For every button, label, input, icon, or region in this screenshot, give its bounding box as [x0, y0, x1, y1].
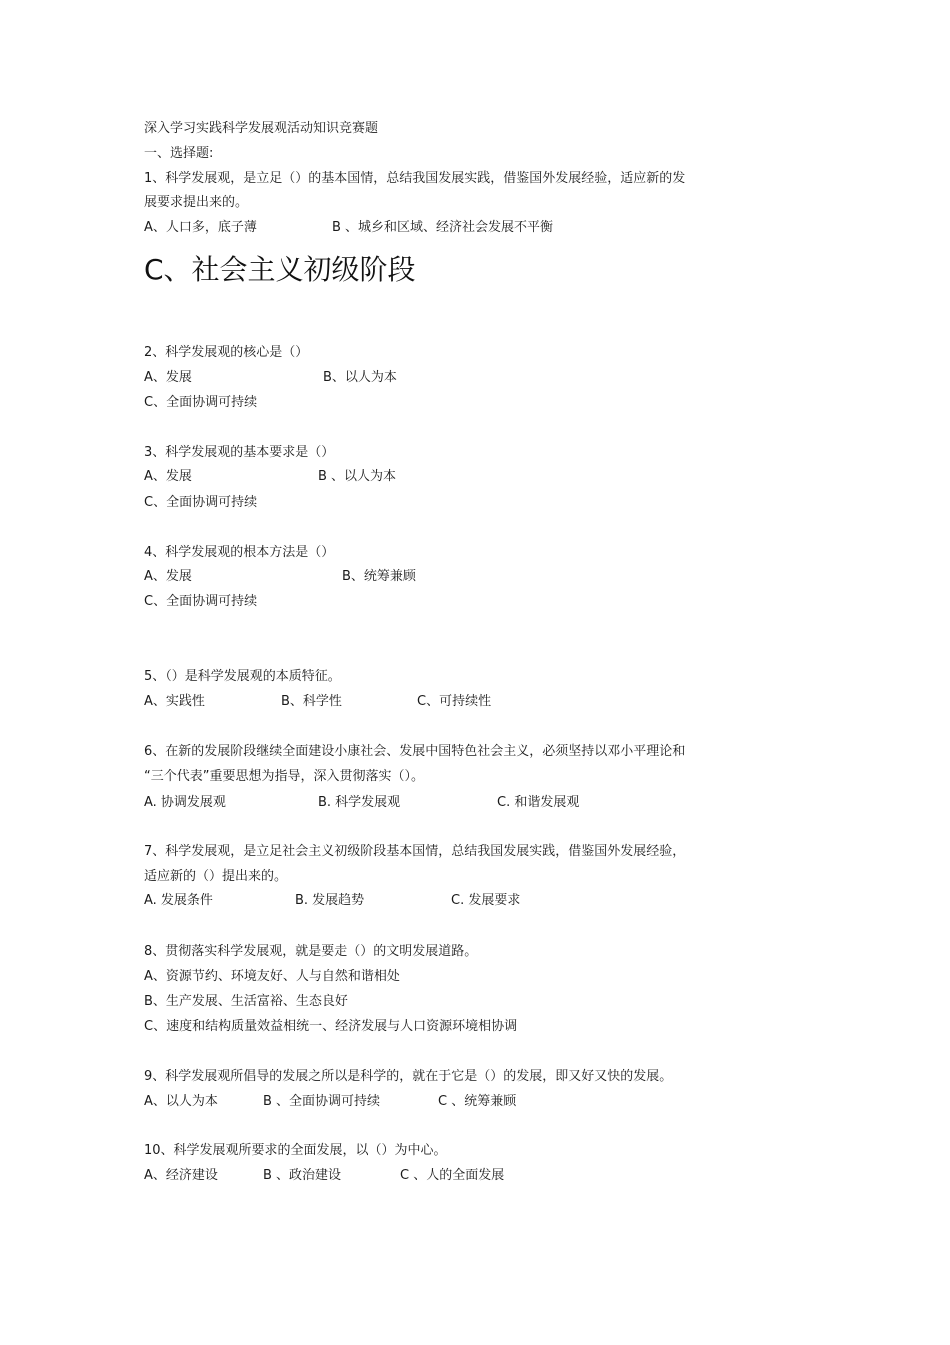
question-1-option-a: A、人口多，底子薄 [144, 220, 257, 235]
question-5-option-c: C、可持续性 [417, 694, 492, 709]
question-8-option-c: C、速度和结构质量效益相统一、经济发展与人口资源环境相协调 [144, 1019, 518, 1034]
question-5-line-1: 5、（）是科学发展观的本质特征。 [144, 669, 341, 684]
question-1-line-2: 展要求提出来的。 [144, 195, 249, 210]
question-6-line-1: 6、在新的发展阶段继续全面建设小康社会、发展中国特色社会主义，必须坚持以邓小平理论和 [144, 744, 686, 759]
question-9-line-1: 9、科学发展观所倡导的发展之所以是科学的，就在于它是（）的发展，即又好又快的发展。 [144, 1069, 673, 1084]
question-6-option-c: C. 和谐发展观 [497, 795, 580, 810]
question-7-option-c: C. 发展要求 [451, 893, 521, 908]
question-10-option-b: B 、政治建设 [263, 1168, 342, 1183]
question-7-line-1: 7、科学发展观，是立足社会主义初级阶段基本国情，总结我国发展实践，借鉴国外发展经验， [144, 844, 686, 859]
question-2-line-1: 2、科学发展观的核心是（） [144, 345, 309, 360]
question-6-option-a: A. 协调发展观 [144, 795, 226, 810]
question-7-option-a: A. 发展条件 [144, 893, 213, 908]
question-9-option-a: A、以人为本 [144, 1094, 218, 1109]
question-2-option-c: C、全面协调可持续 [144, 395, 258, 410]
question-4-line-1: 4、科学发展观的根本方法是（） [144, 545, 335, 560]
question-8-line-1: 8、贯彻落实科学发展观，就是要走（）的文明发展道路。 [144, 944, 478, 959]
question-4-option-c: C、全面协调可持续 [144, 594, 258, 609]
question-10-option-c: C 、人的全面发展 [400, 1168, 505, 1183]
question-3-line-1: 3、科学发展观的基本要求是（） [144, 445, 335, 460]
section-heading: 一、选择题: [144, 146, 214, 161]
question-3-option-a: A、发展 [144, 469, 192, 484]
question-10-option-a: A、经济建设 [144, 1168, 218, 1183]
question-6-line-2: “三个代表”重要思想为指导，深入贯彻落实（）。 [144, 769, 424, 784]
question-10-line-1: 10、科学发展观所要求的全面发展，以（）为中心。 [144, 1143, 447, 1158]
question-4-option-b: B、统筹兼顾 [342, 569, 416, 584]
question-1-line-1: 1、科学发展观，是立足（）的基本国情，总结我国发展实践，借鉴国外发展经验，适应新的发 [144, 171, 686, 186]
question-9-option-b: B 、全面协调可持续 [263, 1094, 381, 1109]
question-7-line-2: 适应新的（）提出来的。 [144, 869, 288, 884]
question-3-option-c: C、全面协调可持续 [144, 495, 258, 510]
document-title: 深入学习实践科学发展观活动知识竞赛题 [144, 121, 379, 136]
question-3-option-b: B 、以人为本 [318, 469, 397, 484]
question-8-option-a: A、资源节约、环境友好、人与自然和谐相处 [144, 969, 400, 984]
question-4-option-a: A、发展 [144, 569, 192, 584]
question-2-option-a: A、发展 [144, 370, 192, 385]
question-1-option-b: B 、城乡和区域、经济社会发展不平衡 [332, 220, 554, 235]
question-2-option-b: B、以人为本 [323, 370, 397, 385]
question-8-option-b: B、生产发展、生活富裕、生态良好 [144, 994, 348, 1009]
question-7-option-b: B. 发展趋势 [295, 893, 365, 908]
question-1-option-c: C、社会主义初级阶段 [144, 253, 416, 286]
question-5-option-b: B、科学性 [281, 694, 342, 709]
question-6-option-b: B. 科学发展观 [318, 795, 401, 810]
question-5-option-a: A、实践性 [144, 694, 205, 709]
question-9-option-c: C 、统筹兼顾 [438, 1094, 517, 1109]
